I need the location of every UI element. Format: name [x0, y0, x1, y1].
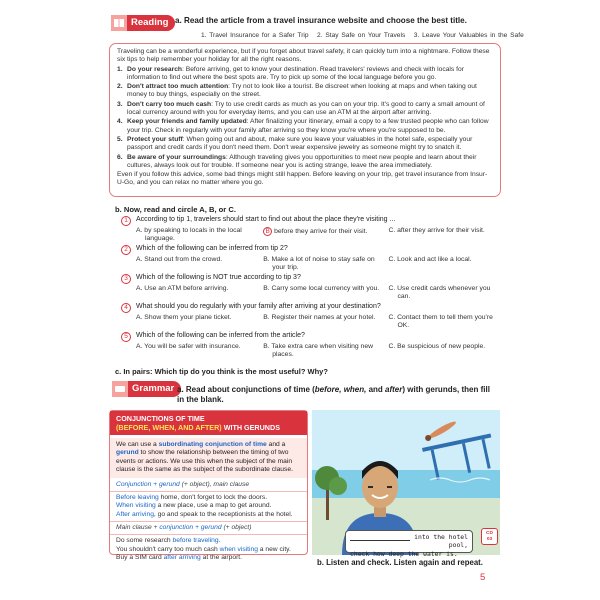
question-number: 4	[121, 303, 131, 313]
example-1: Before leaving home, don't forget to lock the doors.	[116, 493, 268, 501]
speech-bubble: into the hotel pool, check how deep the water is.	[345, 530, 473, 553]
option-a[interactable]: A. Show them your plane ticket.	[136, 313, 232, 321]
title-options	[201, 32, 524, 40]
option-a[interactable]: A. You will be safer with insurance.	[136, 342, 241, 350]
formula-2: Main clause + conjunction + gerund (+ object)	[116, 524, 252, 531]
formula-1: Conjunction + gerund (+ object), main clause	[116, 480, 250, 488]
tip-5: 5. Protect your stuff: When going out and about, make sure you leave your valuables in the hotel safe, especially your passport and credit cards if you don't need them. Don't wear expensive jewelry as someone might try to snatch it.	[117, 135, 473, 152]
reading-task-a: a. Read the article from a travel insurance website and choose the best title.	[175, 16, 467, 25]
listen-task-b: b. Listen and check. Listen again and repeat.	[317, 558, 483, 567]
option-c[interactable]: C. Contact them to tell them you're OK.	[388, 313, 493, 330]
question-5: 5 Which of the following can be inferred from the article? A. You will be safer with insurance. B. Take extra care when visiting new places. C. Be suspicious of new people.	[121, 332, 501, 360]
option-b[interactable]: B. Make a lot of noise to stay safe on your trip.	[263, 255, 375, 272]
grammar-label: Grammar	[132, 383, 175, 395]
example-5: You shouldn't carry too much cash when visiting a new city.	[116, 545, 291, 553]
grammar-box	[109, 410, 308, 562]
answer-blank[interactable]	[350, 534, 410, 541]
title-option-2: 2. Stay Safe on Your Travels	[317, 32, 406, 39]
option-a[interactable]: A. Stand out from the crowd.	[136, 255, 223, 263]
section-c-prompt: c. In pairs: Which tip do you think is the most useful? Why?	[115, 367, 328, 376]
option-b[interactable]: B. Carry some local currency with you.	[263, 284, 380, 292]
title-option-1: 1. Travel Insurance for a Safer Trip	[201, 32, 309, 39]
option-a[interactable]: A. by speaking to locals in the local language.	[136, 227, 242, 243]
tip-4: 4. Keep your friends and family updated: After finalizing your itinerary, email a copy to a few trusted people who can follow your trip. Check in regularly with your family after arriving so they know you're where you're supposed to be.	[117, 118, 489, 134]
question-4: 4 What should you do regularly with your family after arriving at your destination? A. Show them your plane ticket. B. Register their names at your hotel. C. Contact them to tell them you're OK.	[121, 303, 501, 331]
article-intro: Traveling can be a wonderful experience, but if you forget about travel safety, it can quickly turn into a nightmare. Follow these six tips to help remember your holiday for all the right reasons.	[117, 48, 490, 64]
question-number: 5	[121, 332, 131, 342]
question-3: 3 Which of the following is NOT true according to tip 3? A. Use an ATM before arriving. B. Carry some local currency with you. C. Use credit cards whenever you can.	[121, 274, 501, 302]
example-3: After arriving, go and speak to the receptionists at the hotel.	[116, 510, 293, 518]
grammar-box-title: CONJUNCTIONS OF TIME (BEFORE, WHEN, AND AFTER) WITH GERUNDS	[110, 411, 307, 435]
grammar-task-a: a. Read about conjunctions of time (before, when, and after) with gerunds, then fill in the blank.	[177, 385, 490, 405]
option-b[interactable]: B. Take extra care when visiting new places.	[263, 342, 374, 359]
questions-list	[121, 216, 501, 361]
reading-label: Reading	[131, 17, 169, 29]
example-2: When visiting a new place, use a map to get around.	[116, 502, 272, 510]
grammar-badge	[112, 381, 181, 397]
example-6: Buy a SIM card after arriving at the airport.	[116, 554, 243, 562]
option-c[interactable]: C. Be suspicious of new people.	[388, 342, 486, 350]
tip-2: 2. Don't attract too much attention: Try not to look like a tourist. Be discreet when looking at maps and when taking out money to buy things, especially on the street.	[117, 83, 477, 99]
example-4: Do some research before traveling.	[116, 537, 221, 545]
audio-track-icon[interactable]: CD 03	[481, 528, 498, 545]
title-option-3: 3. Leave Your Valuables in the Safe	[413, 32, 524, 39]
reading-badge	[111, 15, 175, 31]
circled-answer: B	[263, 227, 272, 236]
question-number: 3	[121, 274, 131, 284]
article-box	[109, 43, 501, 197]
option-b[interactable]: B before they arrive for their visit.	[263, 227, 388, 244]
option-b[interactable]: B. Register their names at your hotel.	[263, 313, 376, 321]
option-c[interactable]: C. Use credit cards whenever you can.	[388, 284, 491, 301]
page-number: 5	[480, 572, 486, 583]
question-number: 2	[121, 245, 131, 255]
option-c[interactable]: C. after they arrive for their visit.	[388, 227, 485, 234]
tip-3: 3. Don't carry too much cash: Try to use credit cards as much as you can on your trip. It's good to carry a small amount of local currency around with you for everyday items, and you can use an ATM at the airport after arriving.	[117, 100, 485, 117]
option-c[interactable]: C. Look and act like a local.	[388, 255, 472, 263]
tip-6: 6. Be aware of your surroundings: Although traveling gives you opportunities to meet new people and learn about their cultures, always look out for trouble. If someone near you is acting strange, leave the area immediately.	[117, 153, 477, 169]
grammar-icon	[112, 381, 128, 397]
option-a[interactable]: A. Use an ATM before arriving.	[136, 284, 229, 292]
question-number: 1	[121, 216, 131, 226]
tip-1: 1. Do your research: Before arriving, get to know your destination. Read travelers' reviews and check with locals for information to find out where the best spots are. Try to pick up some of the local language before you go.	[117, 65, 464, 81]
question-1: 1 According to tip 1, travelers should start to find out about the place they're visiting ... A. by speaking to locals in the local language. B before they arrive for their visit. C. after they arrive for their visit.	[121, 216, 501, 244]
question-2: 2 Which of the following can be inferred from tip 2? A. Stand out from the crowd. B. Make a lot of noise to stay safe on your trip. C. Look and act like a local.	[121, 245, 501, 273]
book-icon	[111, 15, 127, 31]
grammar-rule: We can use a subordinating conjunction of time and a gerund to show the relationship between the timing of two events or actions. We use this when the subject of the main clause is the same as the subject of the subordinate clause.	[110, 438, 307, 478]
article-outro: Even if you follow this advice, some bad things might still happen. Before leaving on your trip, get travel insurance from Insur-U-Go, and you can relax no matter where you go.	[117, 171, 488, 187]
section-b-title: b. Now, read and circle A, B, or C.	[115, 205, 236, 214]
